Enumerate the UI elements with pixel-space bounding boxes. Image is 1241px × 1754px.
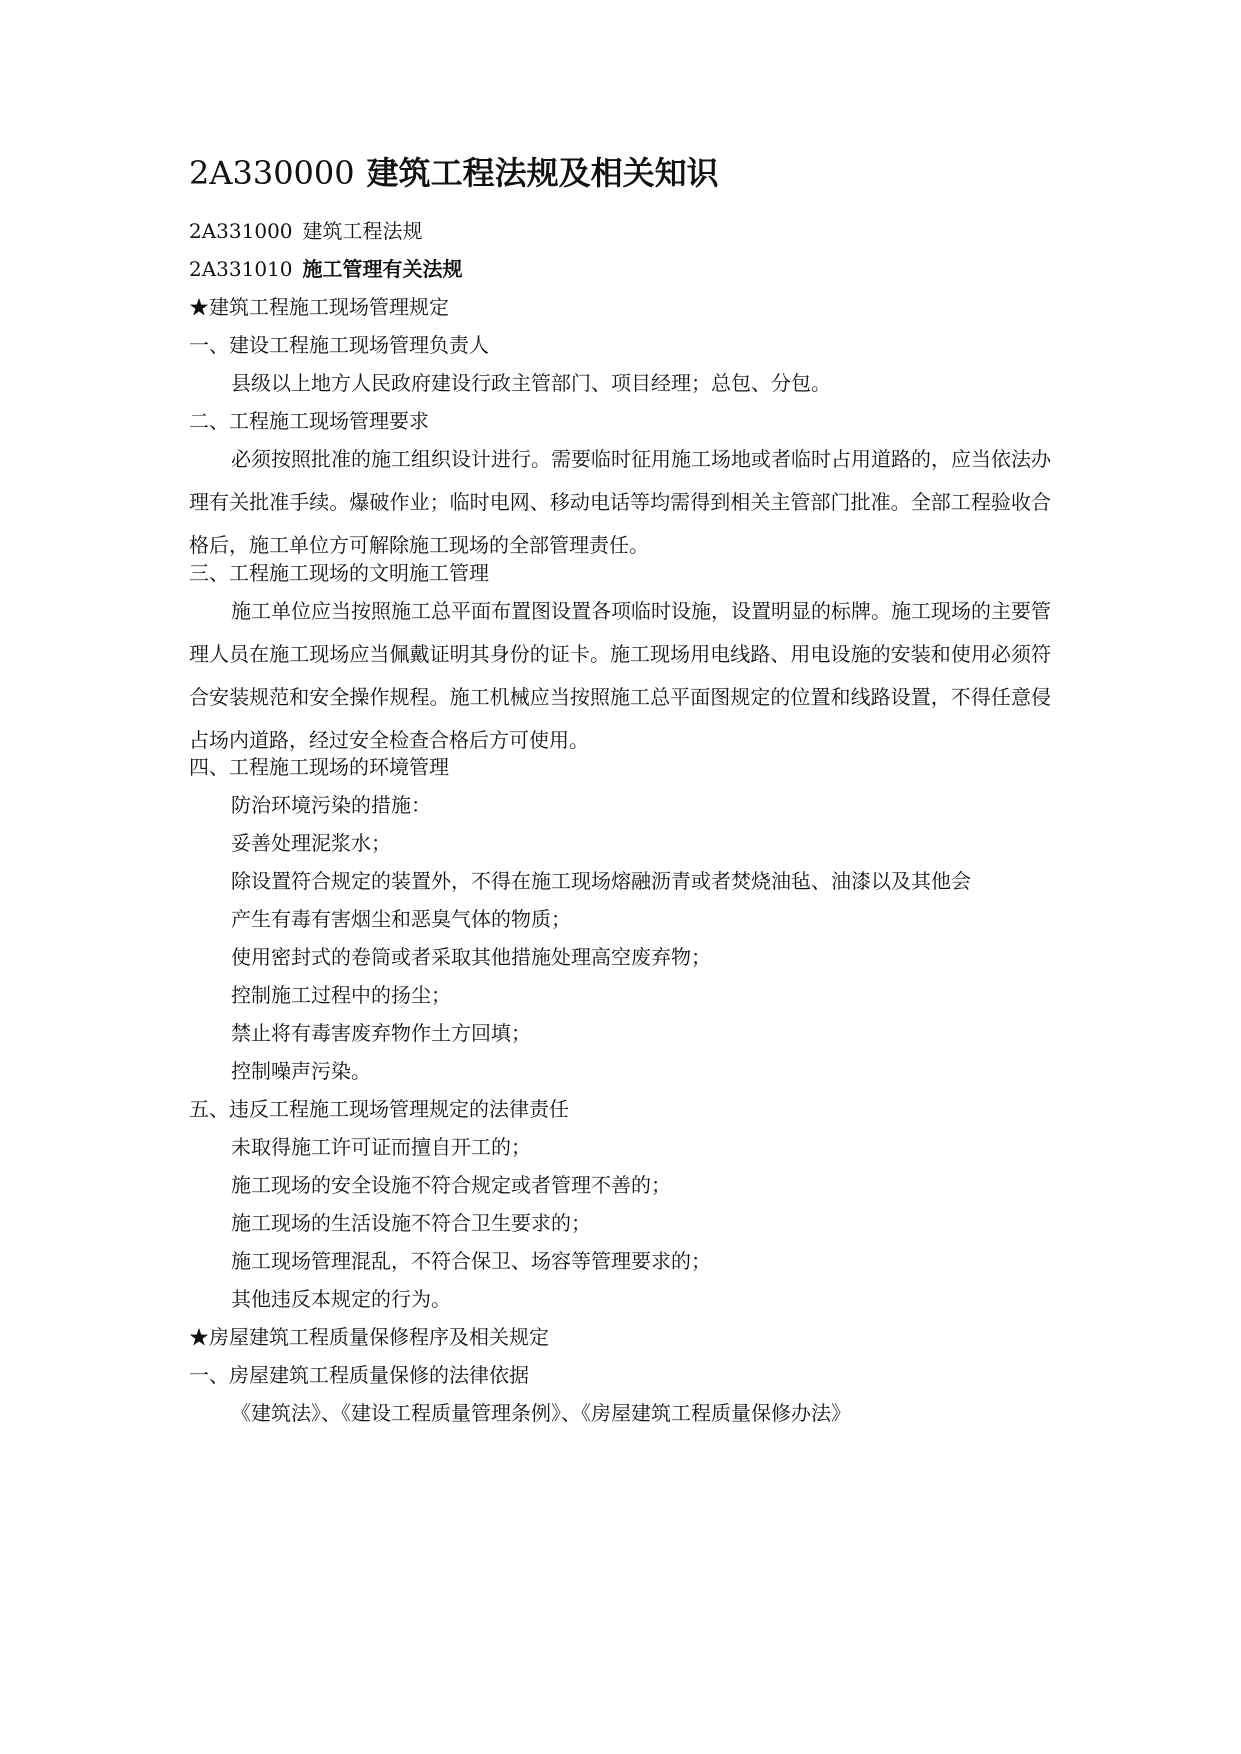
section-heading	[189, 216, 423, 246]
subsection-heading	[189, 254, 463, 284]
item-body: 县级以上地方人民政府建设行政主管部门、项目经理；总包、分包。	[231, 371, 831, 395]
list-item: 防治环境污染的措施：	[231, 793, 431, 817]
item-paragraph: 施工单位应当按照施工总平面布置图设置各项临时设施，设置明显的标牌。施工现场的主要管理人员在施工现场应当佩戴证明其身份的证卡。施工现场用电线路、用电设施的安装和使用必须符合安装规范和安全操作规程。施工机械应当按照施工总平面图规定的位置和线路设置，不得任意侵占场内道路，经过安全检查合格后方可使用。	[189, 599, 1051, 752]
subsection-code: 2A331010	[189, 257, 293, 281]
list-item: 未取得施工许可证而擅自开工的；	[231, 1135, 531, 1159]
heading-code: 2A330000	[189, 154, 355, 192]
item-paragraph: 必须按照批准的施工组织设计进行。需要临时征用施工场地或者临时占用道路的，应当依法办理有关批准手续。爆破作业；临时电网、移动电话等均需得到相关主管部门批准。全部工程验收合格后，施工单位方可解除施工现场的全部管理责任。	[189, 447, 1051, 557]
document-heading	[189, 151, 719, 195]
list-item: 妥善处理泥浆水；	[231, 831, 391, 855]
list-item: 施工现场管理混乱，不符合保卫、场容等管理要求的；	[231, 1249, 711, 1273]
list-item: 控制施工过程中的扬尘；	[231, 983, 451, 1007]
topic-title: ★建筑工程施工现场管理规定	[189, 295, 449, 319]
item-heading: 一、房屋建筑工程质量保修的法律依据	[189, 1363, 529, 1387]
list-item: 施工现场的安全设施不符合规定或者管理不善的；	[231, 1173, 671, 1197]
list-item: 禁止将有毒害废弃物作土方回填；	[231, 1021, 531, 1045]
item-heading: 五、违反工程施工现场管理规定的法律责任	[189, 1097, 569, 1121]
topic-title: ★房屋建筑工程质量保修程序及相关规定	[189, 1325, 549, 1349]
item-heading: 二、工程施工现场管理要求	[189, 409, 429, 433]
item-heading: 一、建设工程施工现场管理负责人	[189, 333, 489, 357]
list-item: 使用密封式的卷筒或者采取其他措施处理高空废弃物；	[231, 945, 711, 969]
section-code: 2A331000	[189, 219, 293, 243]
item-heading: 三、工程施工现场的文明施工管理	[189, 561, 489, 585]
heading-title: 建筑工程法规及相关知识	[366, 154, 719, 192]
list-item: 产生有毒有害烟尘和恶臭气体的物质；	[231, 907, 571, 931]
item-body: 《建筑法》、《建设工程质量管理条例》、《房屋建筑工程质量保修办法》	[231, 1401, 851, 1425]
list-item: 其他违反本规定的行为。	[231, 1287, 451, 1311]
list-item: 除设置符合规定的装置外，不得在施工现场熔融沥青或者焚烧油毡、油漆以及其他会	[231, 869, 971, 893]
item-heading: 四、工程施工现场的环境管理	[189, 755, 449, 779]
list-item: 施工现场的生活设施不符合卫生要求的；	[231, 1211, 591, 1235]
list-item: 控制噪声污染。	[231, 1059, 371, 1083]
subsection-title: 施工管理有关法规	[302, 257, 463, 281]
section-title: 建筑工程法规	[302, 219, 423, 243]
